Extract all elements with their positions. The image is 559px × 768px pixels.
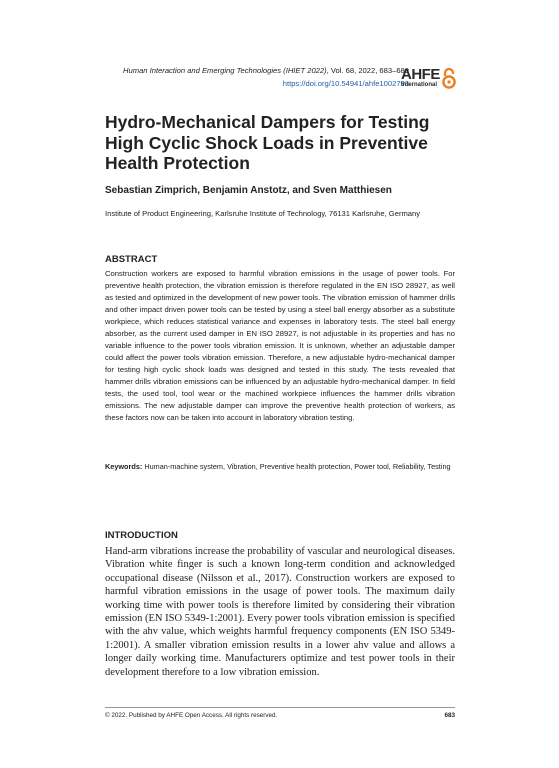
paper-title: Hydro-Mechanical Dampers for Testing High Cyclic Shock Loads in Preventive Health Protection: [105, 112, 430, 173]
logo-sub: International: [401, 82, 438, 88]
journal-citation: [123, 64, 409, 77]
running-header: [123, 64, 409, 90]
ahfe-logo: [401, 67, 459, 91]
page-number: 683: [444, 712, 455, 719]
doi-link[interactable]: https://doi.org/10.54941/ahfe1002793: [282, 79, 409, 88]
affiliation: Institute of Product Engineering, Karlsruhe Institute of Technology, 76131 Karlsruhe, Germany: [105, 209, 421, 218]
logo-name: AHFE: [401, 66, 440, 83]
open-access-lock-icon: [442, 68, 456, 89]
copyright-notice: © 2022. Published by AHFE Open Access. All rights reserved.: [105, 712, 278, 719]
keywords-text: Human-machine system, Vibration, Preventive health protection, Power tool, Reliability, Testing: [144, 462, 451, 471]
author-list: Sebastian Zimprich, Benjamin Anstotz, and Sven Matthiesen: [105, 185, 392, 196]
abstract-text: Construction workers are exposed to harmful vibration emissions in the usage of power tools. For preventive health protection, the vibration emission is therefore regulated in the EN ISO 28927, as well as tested and optimized in the development of new power tools. The vibration emission of hammer drills and other impact driven power tools can be tested by using a steel ball energy absorber as a substitute workpiece, which reduces statistical variance and expenses in laboratory tests. The steel ball energy absorber, as the current used damper in EN ISO 28927, is not adjustable in its properties and has no variable influence to the power tools vibration emission. It is unknown, whether an adjustable damper could affect the power tools vibration emission. Therefore, a new adjustable hydro-mechanical damper for testing high cyclic shock loads was designed and tested in this study. The tests revealed that hammer drills vibration emissions can be influenced by an adjustable hydro-mechanical damper. In field tests, the used tool, tool wear or the machined workpiece influences the hammer drills vibration emissions. The new adjustable damper can improve the preventive health protection of workers, as these factors now can be taken into account in laboratory vibration testing.: [105, 269, 455, 422]
keywords: [105, 461, 455, 473]
footer-rule: [105, 707, 455, 708]
page-footer: [105, 711, 455, 721]
abstract-heading: ABSTRACT: [105, 254, 158, 265]
introduction-heading: INTRODUCTION: [105, 530, 178, 541]
volume-info: , Vol. 68, 2022, 683–689: [326, 66, 409, 75]
journal-name: Human Interaction and Emerging Technologies (IHIET 2022): [123, 66, 327, 75]
keywords-label: Keywords:: [105, 462, 143, 471]
introduction-text: Hand-arm vibrations increase the probability of vascular and neurological diseases. Vibration white finger is such a known long-term condition and acknowledged occupational disease (Nilsson et al., 2017). Construction workers are exposed to harmful vibration emissions in the usage of power tools. The maximum daily working time with power tools is therefore limited by considering their vibration emission (EN ISO 5349-1:2001). Every power tools vibration emission is specified with the ahv value, which weights harmful frequency components (EN ISO 5349-1:2001). A smaller vibration emission results in a lower ahv value and allows a longer daily working time. Manufacturers optimize and test power tools in their development therefore to a low vibration emission.: [105, 546, 455, 678]
